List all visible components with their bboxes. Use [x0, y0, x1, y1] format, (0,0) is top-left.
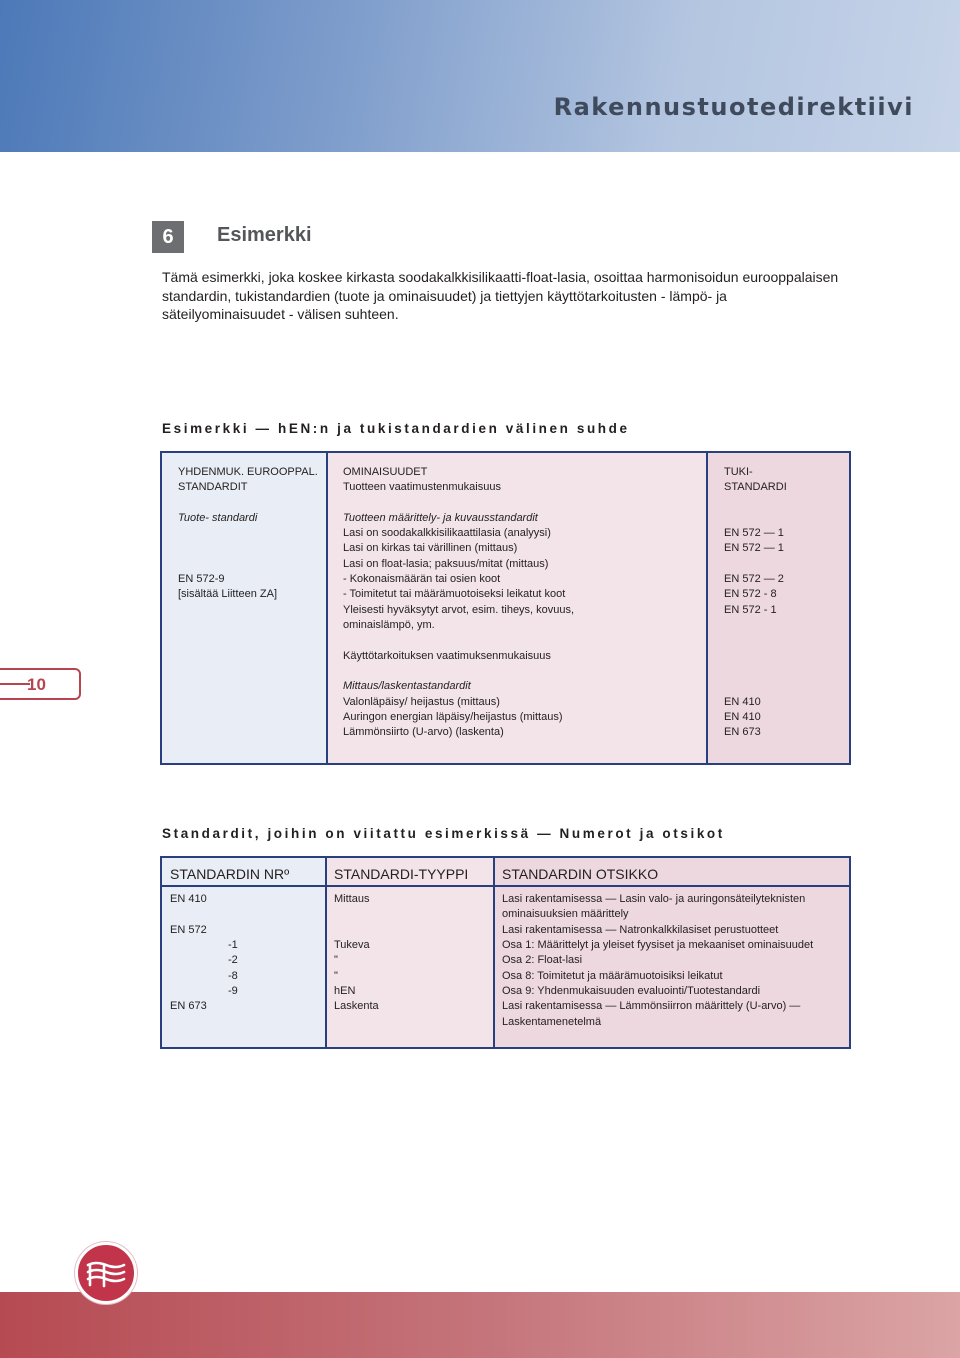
- page-number: 10: [27, 675, 46, 694]
- table2-heading: Standardit, joihin on viitattu esimerkissä — Numerot ja otsikot: [162, 826, 725, 841]
- column-header: Tuotteen vaatimustenmukaisuus: [343, 481, 501, 493]
- intro-line: standardin, tukistandardien (tuote ja ominaisuudet) ja tiettyjen käyttötarkoitusten - lämpö- ja: [162, 287, 727, 304]
- support-ref: EN 572 — 2: [724, 573, 784, 585]
- use-line: Mittaus/laskentastandardit: [343, 680, 471, 692]
- page-number-line: [0, 683, 30, 685]
- standard-title: Osa 8: Toimitetut ja määrämuotoisiksi leikatut: [502, 970, 723, 982]
- property-line: Lasi on soodakalkkisilikaattilasia (analyysi): [343, 527, 551, 539]
- standard-title: Osa 2: Float-lasi: [502, 954, 583, 966]
- section-title: Esimerkki: [217, 224, 312, 246]
- standard-title: ominaisuuksien määrittely: [502, 908, 629, 920]
- header-band: [0, 0, 960, 152]
- footer-band: [0, 1292, 960, 1358]
- standard-part: -1: [228, 939, 238, 951]
- support-ref: EN 572 — 1: [724, 527, 784, 539]
- support-ref: EN 673: [724, 726, 761, 738]
- property-line: ominaislämpö, ym.: [343, 619, 435, 631]
- use-section-title: Käyttötarkoituksen vaatimuksenmukaisuus: [343, 650, 551, 662]
- column-header: STANDARDIN OTSIKKO: [502, 866, 659, 882]
- standard-part: -8: [228, 970, 238, 982]
- property-line: Tuotteen määrittely- ja kuvausstandardit: [343, 512, 538, 524]
- property-line: Lasi on kirkas tai värillinen (mittaus): [343, 542, 518, 554]
- product-standard-label: Tuote- standardi: [178, 512, 258, 524]
- column-header: STANDARDI-TYYPPI: [334, 866, 469, 882]
- col-support-standards: [706, 453, 849, 763]
- standard-part: -2: [228, 954, 238, 966]
- standards-table: [160, 856, 851, 1049]
- standard-number: EN 410: [170, 893, 207, 905]
- support-ref: EN 572 — 1: [724, 542, 784, 554]
- standard-type: ": [334, 954, 338, 966]
- standard-title: Lasi rakentamisessa — Lasin valo- ja auringonsäteilyteknisten: [502, 893, 806, 905]
- standard-title: Lasi rakentamisessa — Lämmönsiirron määrittely (U-arvo) —: [502, 1000, 801, 1012]
- standard-type: Tukeva: [334, 939, 370, 951]
- support-ref: EN 410: [724, 711, 761, 723]
- standard-number: EN 673: [170, 1000, 207, 1012]
- standard-type: Laskenta: [334, 1000, 379, 1012]
- standard-type: ": [334, 970, 338, 982]
- support-ref: EN 572 - 1: [724, 604, 777, 616]
- column-header: OMINAISUUDET: [343, 466, 428, 478]
- column-header: STANDARDIT: [178, 481, 248, 493]
- standard-type: Mittaus: [334, 893, 370, 905]
- standard-part: -9: [228, 985, 238, 997]
- column-header: YHDENMUK. EUROOPPAL.: [178, 466, 318, 478]
- support-ref: EN 572 - 8: [724, 588, 777, 600]
- property-line: Yleisesti hyväksytyt arvot, esim. tiheys, kovuus,: [343, 604, 575, 616]
- standard-note: [sisältää Liitteen ZA]: [178, 588, 278, 600]
- document-title: Rakennustuotedirektiivi: [553, 93, 914, 121]
- standard-title: Osa 9: Yhdenmukaisuuden evaluointi/Tuotestandardi: [502, 985, 761, 997]
- relation-table: [160, 451, 851, 765]
- section-number: 6: [152, 221, 184, 253]
- use-line: Auringon energian läpäisy/heijastus (mittaus): [343, 711, 563, 723]
- property-line: - Toimitetut tai määrämuotoiseksi leikatut koot: [343, 588, 566, 600]
- use-line: Valonläpäisy/ heijastus (mittaus): [343, 696, 500, 708]
- intro-line: säteilyominaisuudet - välisen suhteen.: [162, 306, 399, 322]
- column-header: STANDARDI: [724, 481, 787, 493]
- property-line: Lasi on float-lasia; paksuus/mitat (mittaus): [343, 558, 549, 570]
- table1-heading: Esimerkki — hEN:n ja tukistandardien välinen suhde: [162, 421, 630, 436]
- standard-title: Laskentamenetelmä: [502, 1016, 602, 1028]
- standard-title: Osa 1: Määrittelyt ja yleiset fyysiset ja mekaaniset ominaisuudet: [502, 939, 814, 951]
- col-harmonised-standards: [162, 453, 326, 763]
- use-line: Lämmönsiirto (U-arvo) (laskenta): [343, 726, 504, 738]
- col-properties: [326, 453, 706, 763]
- standard-type: hEN: [334, 985, 356, 997]
- intro-line: Tämä esimerkki, joka koskee kirkasta soodakalkkisilikaatti-float-lasia, osoittaa harmonisoidun eurooppalaisen: [162, 269, 839, 285]
- brand-logo-icon: [75, 1242, 137, 1304]
- intro-paragraph: [162, 268, 862, 324]
- standard-title: Lasi rakentamisessa — Natronkalkkilasiset perustuotteet: [502, 924, 779, 936]
- column-header: STANDARDIN NRº: [170, 866, 290, 882]
- column-header: TUKI-: [724, 466, 753, 478]
- header-divider: [162, 885, 849, 887]
- standard-number: EN 572-9: [178, 573, 225, 585]
- standard-number: EN 572: [170, 924, 207, 936]
- support-ref: EN 410: [724, 696, 761, 708]
- property-line: - Kokonaismäärän tai osien koot: [343, 573, 501, 585]
